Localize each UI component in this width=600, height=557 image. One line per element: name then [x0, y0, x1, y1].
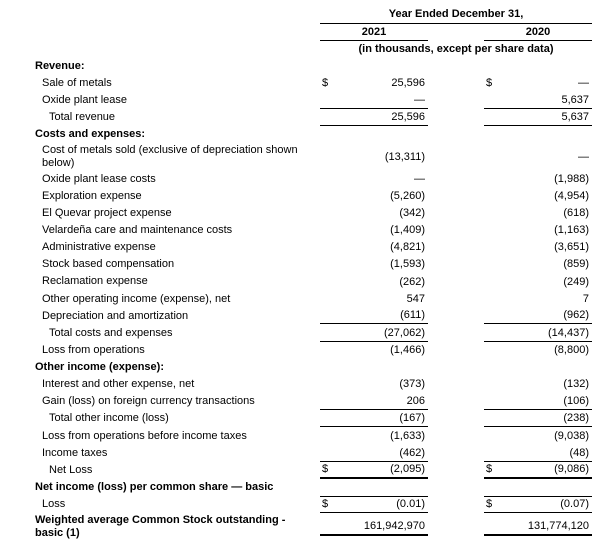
- value-cell-2021: [320, 519, 428, 536]
- row-label: El Quevar project expense: [42, 206, 172, 219]
- value-2020: (9,038): [554, 429, 589, 442]
- table-row: [0, 496, 600, 513]
- dollar-sign-2021: $: [322, 77, 329, 90]
- value-2020: (238): [563, 412, 589, 425]
- table-row: [0, 291, 600, 308]
- row-label: Depreciation and amortization: [42, 309, 189, 322]
- value-cell-2020: [484, 257, 592, 272]
- value-2020: 131,774,120: [527, 519, 589, 532]
- value-2021: (27,062): [384, 326, 425, 339]
- row-label: Loss from operations: [42, 343, 145, 356]
- row-label: Revenue:: [35, 59, 85, 72]
- value-2021: 206: [406, 395, 425, 408]
- column-header-2020: 2020: [484, 25, 592, 41]
- value-2021: (2,095): [390, 463, 425, 476]
- value-2020: 7: [582, 292, 589, 305]
- row-label: Income taxes: [42, 446, 108, 459]
- value-2020: (9,086): [554, 463, 589, 476]
- value-cell-2020: [484, 367, 592, 369]
- value-cell-2021: [320, 257, 428, 272]
- value-2020: (1,988): [554, 172, 589, 185]
- value-cell-2020: [484, 308, 592, 324]
- period-title: Year Ended December 31,: [320, 8, 592, 24]
- row-label: Net income (loss) per common share — basic: [35, 481, 274, 494]
- value-cell-2021: [320, 223, 428, 238]
- value-2021: (262): [399, 275, 425, 288]
- row-label: Weighted average Common Stock outstanding - basic (1): [35, 513, 286, 540]
- value-cell-2021: [320, 343, 428, 358]
- value-cell-2020: [484, 462, 592, 479]
- table-row: [0, 274, 600, 291]
- value-cell-2020: [484, 446, 592, 462]
- value-cell-2020: [484, 377, 592, 392]
- table-row: [0, 75, 600, 92]
- row-label: Total other income (loss): [49, 412, 169, 425]
- value-cell-2021: [320, 150, 428, 165]
- value-cell-2020: [484, 429, 592, 444]
- row-label: Sale of metals: [42, 76, 112, 89]
- table-row: [0, 205, 600, 222]
- row-label: Other income (expense):: [35, 361, 164, 374]
- value-2020: (618): [563, 207, 589, 220]
- value-2021: (13,311): [384, 150, 425, 163]
- table-row: [0, 479, 600, 496]
- value-2021: (1,593): [390, 258, 425, 271]
- row-label: Total revenue: [49, 111, 116, 124]
- value-cell-2020: [484, 134, 592, 136]
- value-cell-2021: [320, 66, 428, 68]
- value-2020: (3,651): [554, 241, 589, 254]
- table-header: [0, 8, 600, 55]
- value-2020: (106): [563, 395, 589, 408]
- row-label: Other operating income (expense), net: [42, 292, 231, 305]
- value-2020: (132): [563, 378, 589, 391]
- row-label: Net Loss: [49, 463, 93, 476]
- value-cell-2020: [484, 172, 592, 187]
- value-2021: (4,821): [390, 241, 425, 254]
- value-2020: (249): [563, 275, 589, 288]
- value-cell-2020: [484, 292, 592, 307]
- value-cell-2021: [320, 411, 428, 427]
- value-2020: 5,637: [561, 110, 589, 123]
- value-cell-2021: [320, 172, 428, 187]
- value-2020: (1,163): [554, 224, 589, 237]
- value-2021: (1,633): [390, 429, 425, 442]
- value-2020: (8,800): [554, 344, 589, 357]
- table-row: [0, 308, 600, 325]
- value-cell-2021: [320, 429, 428, 444]
- row-label: Loss from operations before income taxes: [42, 429, 247, 442]
- table-row: [0, 376, 600, 393]
- table-row: [0, 428, 600, 445]
- row-label: Loss: [42, 498, 66, 511]
- table-row: [0, 222, 600, 239]
- dollar-sign-2020: $: [486, 498, 493, 511]
- value-cell-2020: [484, 487, 592, 489]
- table-body: [0, 58, 600, 541]
- column-gap: [428, 25, 484, 41]
- table-row: [0, 256, 600, 273]
- value-2021: (0.01): [396, 498, 425, 511]
- value-cell-2020: [484, 110, 592, 126]
- value-cell-2021: [320, 462, 428, 479]
- value-cell-2020: [484, 206, 592, 221]
- value-cell-2020: [484, 223, 592, 238]
- value-cell-2021: [320, 487, 428, 489]
- row-label: Cost of metals sold (exclusive of depreciation shown below): [42, 143, 298, 170]
- value-2021: (167): [399, 412, 425, 425]
- value-2020: (859): [563, 258, 589, 271]
- value-cell-2021: [320, 367, 428, 369]
- table-row: [0, 58, 600, 75]
- value-cell-2020: [484, 150, 592, 165]
- table-row: [0, 188, 600, 205]
- value-cell-2021: [320, 240, 428, 255]
- row-label: Velardeña care and maintenance costs: [42, 223, 233, 236]
- table-row: [0, 171, 600, 188]
- row-label: Costs and expenses:: [35, 128, 146, 141]
- table-row: [0, 359, 600, 376]
- row-label: Interest and other expense, net: [42, 378, 195, 391]
- period-header-group: [320, 8, 592, 55]
- value-2020: (4,954): [554, 189, 589, 202]
- value-2021: (462): [399, 446, 425, 459]
- row-label: Total costs and expenses: [49, 326, 173, 339]
- row-label: Administrative expense: [42, 241, 156, 254]
- value-cell-2020: [484, 189, 592, 204]
- value-cell-2020: [484, 496, 592, 513]
- table-row: [0, 394, 600, 411]
- value-cell-2021: [320, 394, 428, 410]
- value-cell-2020: [484, 93, 592, 109]
- value-2021: (1,409): [390, 224, 425, 237]
- value-2021: (611): [400, 309, 425, 322]
- value-cell-2021: [320, 446, 428, 462]
- value-cell-2020: [484, 519, 592, 536]
- value-cell-2020: [484, 411, 592, 427]
- value-2021: 25,596: [391, 77, 425, 90]
- row-label: Oxide plant lease: [42, 94, 127, 107]
- value-cell-2020: [484, 275, 592, 290]
- value-2020: 5,637: [561, 93, 589, 106]
- value-cell-2021: [320, 134, 428, 136]
- table-row: [0, 445, 600, 462]
- value-cell-2021: [320, 110, 428, 126]
- column-header-2021: 2021: [320, 25, 428, 41]
- table-row: [0, 411, 600, 428]
- table-row: [0, 127, 600, 144]
- value-2020: —: [578, 77, 589, 90]
- value-2021: (1,466): [390, 344, 425, 357]
- header-spacer: [0, 8, 320, 55]
- value-cell-2020: [484, 66, 592, 68]
- value-cell-2021: [320, 292, 428, 307]
- table-row: [0, 239, 600, 256]
- value-2020: (962): [563, 309, 589, 322]
- dollar-sign-2021: $: [322, 463, 329, 476]
- value-2020: (48): [569, 446, 589, 459]
- value-cell-2021: [320, 326, 428, 342]
- value-2021: —: [414, 172, 425, 185]
- value-2021: (342): [399, 207, 425, 220]
- value-cell-2020: [484, 394, 592, 410]
- row-label: Oxide plant lease costs: [42, 172, 156, 185]
- value-2021: (373): [399, 378, 425, 391]
- value-2020: —: [578, 150, 589, 163]
- table-row: [0, 462, 600, 479]
- value-2021: 25,596: [391, 110, 425, 123]
- value-cell-2020: [484, 76, 592, 91]
- value-2021: 547: [406, 292, 425, 305]
- table-row: [0, 325, 600, 342]
- row-label: Exploration expense: [42, 189, 142, 202]
- units-note: (in thousands, except per share data): [358, 43, 554, 55]
- dollar-sign-2021: $: [322, 498, 329, 511]
- value-cell-2021: [320, 76, 428, 91]
- dollar-sign-2020: $: [486, 77, 493, 90]
- year-columns: [320, 25, 592, 41]
- value-2020: (14,437): [548, 326, 589, 339]
- table-row: [0, 144, 600, 171]
- value-cell-2021: [320, 308, 428, 324]
- value-cell-2021: [320, 189, 428, 204]
- row-label: Gain (loss) on foreign currency transactions: [42, 395, 255, 408]
- table-row: [0, 109, 600, 126]
- value-cell-2020: [484, 343, 592, 358]
- table-row: [0, 92, 600, 109]
- value-2021: (5,260): [390, 189, 425, 202]
- value-2021: —: [414, 93, 425, 106]
- value-cell-2021: [320, 93, 428, 109]
- value-cell-2020: [484, 240, 592, 255]
- table-row: [0, 514, 600, 541]
- row-label: Reclamation expense: [42, 275, 148, 288]
- value-cell-2021: [320, 377, 428, 392]
- row-label: Stock based compensation: [42, 258, 175, 271]
- value-cell-2021: [320, 206, 428, 221]
- value-cell-2021: [320, 496, 428, 513]
- value-cell-2021: [320, 275, 428, 290]
- value-2020: (0.07): [560, 498, 589, 511]
- value-cell-2020: [484, 326, 592, 342]
- dollar-sign-2020: $: [486, 463, 493, 476]
- value-2021: 161,942,970: [363, 519, 425, 532]
- table-row: [0, 342, 600, 359]
